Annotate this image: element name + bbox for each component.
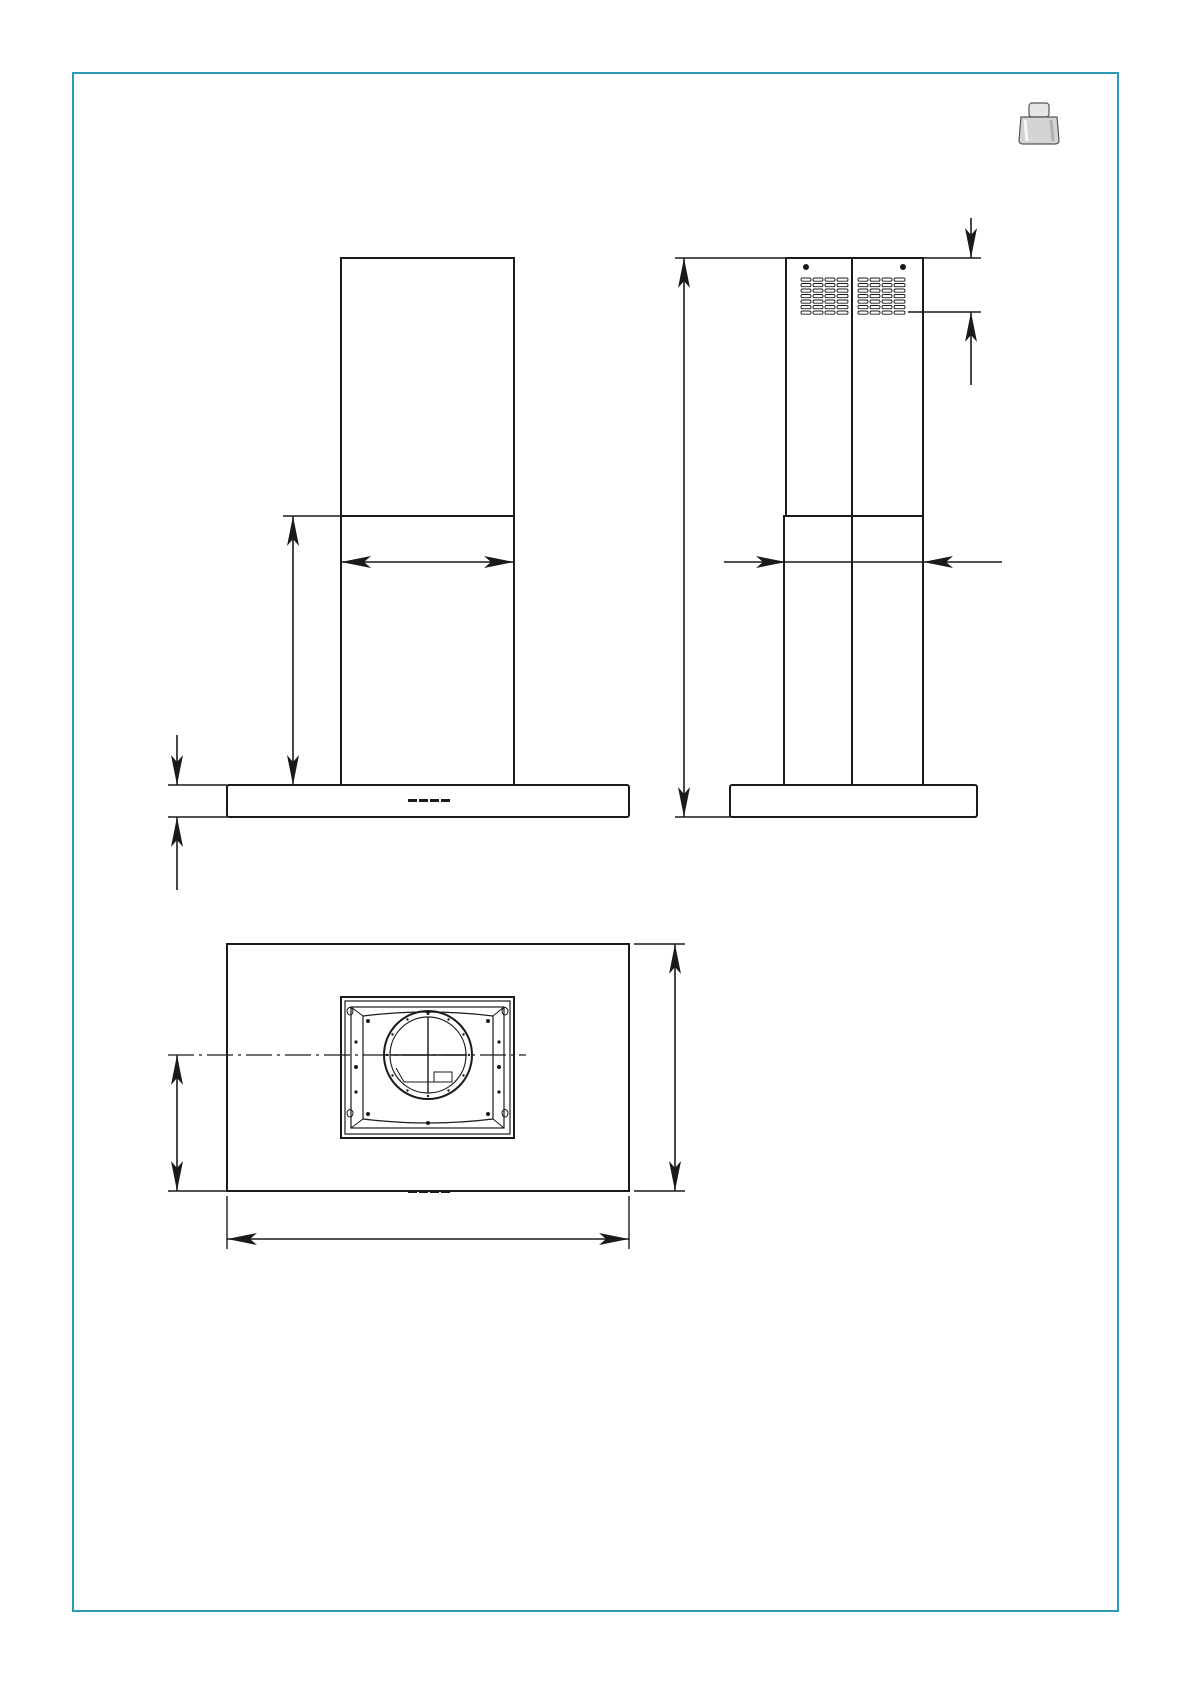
- top-width-dimension: [227, 1196, 629, 1249]
- vent-slot: [813, 278, 823, 281]
- vent-slot: [825, 306, 835, 309]
- vent-slot: [882, 300, 892, 303]
- collar-screw: [427, 1095, 429, 1097]
- vent-slot: [858, 295, 868, 298]
- collar-screw: [406, 1018, 408, 1020]
- vent-slot: [813, 295, 823, 298]
- collar-screw: [391, 1074, 393, 1076]
- vent-slot: [801, 300, 811, 303]
- vent-slot: [858, 300, 868, 303]
- vent-slot: [882, 284, 892, 287]
- vent-slot: [813, 311, 823, 314]
- vent-slot: [882, 306, 892, 309]
- vent-slot: [870, 306, 880, 309]
- vent-slot: [825, 278, 835, 281]
- vent-slot: [837, 306, 848, 309]
- vent-slot: [801, 289, 811, 292]
- vent-slot: [825, 311, 835, 314]
- collar-screw: [391, 1033, 393, 1035]
- vent-slot: [882, 311, 892, 314]
- vent-slot: [837, 311, 848, 314]
- page-frame: [73, 73, 1118, 1611]
- vent-slot: [870, 295, 880, 298]
- vent-slot: [882, 278, 892, 281]
- weight-icon: [1019, 103, 1059, 144]
- vent-slot: [813, 284, 823, 287]
- vent-slot: [858, 284, 868, 287]
- collar-screw: [447, 1018, 449, 1020]
- vent-slot: [813, 306, 823, 309]
- vent-slot: [858, 278, 868, 281]
- vent-slot: [858, 311, 868, 314]
- hood-front-view: [227, 258, 629, 817]
- vent-slot: [837, 289, 848, 292]
- vent-slot: [894, 284, 905, 287]
- front-height-dimension: [283, 516, 341, 785]
- vent-slot: [894, 300, 905, 303]
- vent-slot: [882, 295, 892, 298]
- vent-slot: [894, 311, 905, 314]
- vent-slot: [882, 289, 892, 292]
- vent-slot: [870, 284, 880, 287]
- vent-slot: [858, 306, 868, 309]
- vent-slot: [801, 306, 811, 309]
- vent-slot: [870, 289, 880, 292]
- collar-screw: [462, 1074, 464, 1076]
- vent-slot: [813, 289, 823, 292]
- top-offset-dimension: [168, 1055, 227, 1191]
- vent-slot: [870, 311, 880, 314]
- vent-slot: [825, 289, 835, 292]
- vent-slot: [870, 278, 880, 281]
- vent-slot: [801, 278, 811, 281]
- vent-slot: [894, 289, 905, 292]
- vent-slot: [837, 300, 848, 303]
- vent-slot: [894, 295, 905, 298]
- vent-slot: [837, 284, 848, 287]
- vent-slot: [825, 295, 835, 298]
- side-height-dimension: [675, 258, 786, 817]
- vent-slot: [858, 289, 868, 292]
- collar-screw: [427, 1013, 429, 1015]
- collar-screw: [406, 1089, 408, 1091]
- hood-top-view: [168, 944, 629, 1193]
- vent-slot: [837, 295, 848, 298]
- vent-slot: [801, 311, 811, 314]
- vent-slot: [801, 284, 811, 287]
- base-height-dimension: [168, 735, 227, 890]
- vent-slot: [837, 278, 848, 281]
- vent-slot: [813, 300, 823, 303]
- vent-slot: [894, 306, 905, 309]
- vent-slot: [825, 300, 835, 303]
- collar-screw: [468, 1054, 470, 1056]
- vent-slot: [825, 284, 835, 287]
- motor-housing: [341, 997, 514, 1138]
- hood-side-view: [730, 258, 977, 817]
- control-buttons: [408, 799, 450, 802]
- vent-slot: [870, 300, 880, 303]
- vent-height-dimension: [908, 218, 981, 385]
- vent-slot: [801, 295, 811, 298]
- collar-screw: [447, 1089, 449, 1091]
- collar-screw: [462, 1033, 464, 1035]
- vent-slot: [894, 278, 905, 281]
- top-depth-dimension: [634, 944, 685, 1191]
